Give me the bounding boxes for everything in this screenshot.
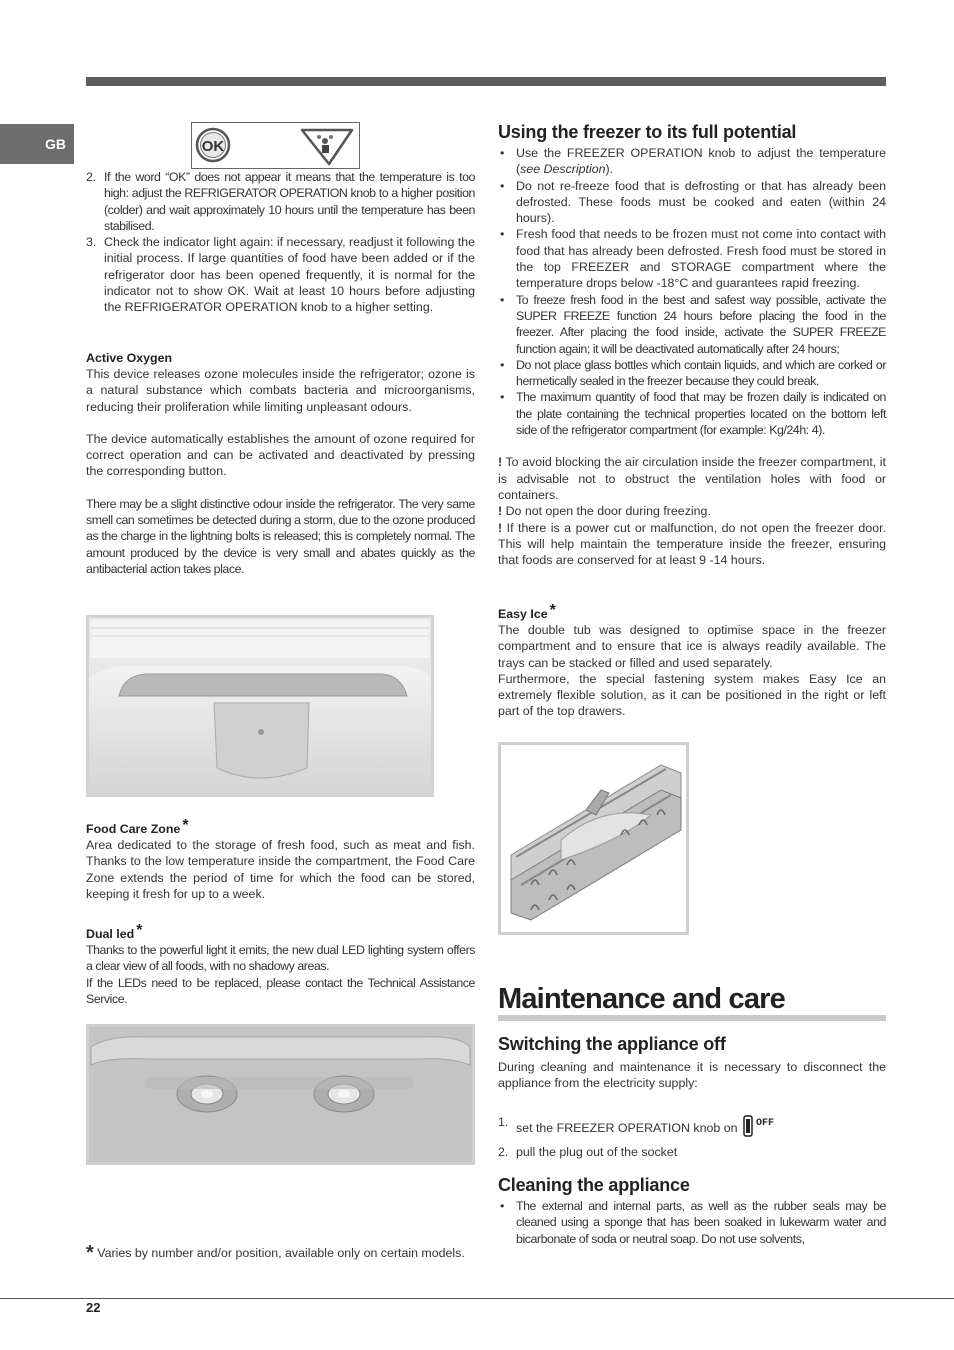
freezer-title: Using the freezer to its full potential xyxy=(498,122,797,142)
list-item: 2. If the word “OK” does not appear it means that the temperature is too high: adjust the REFRIGERATOR OPERATION knob to a higher position (colder) and wait approximately 10 hours until the temperature has been stabilised. xyxy=(86,170,475,233)
paragraph: The device automatically establishes the amount of ozone required for correct operation and can be activated and deactivated by pressing the corresponding button. xyxy=(86,431,475,479)
cleaning-section xyxy=(498,1174,886,1247)
paragraph: Furthermore, the special fastening system makes Easy Ice an extremely flexible solution, as it can be positioned in the right or left part of the top drawers. xyxy=(498,671,886,719)
list-item: 1. set the FREEZER OPERATION knob on OFF xyxy=(498,1114,886,1142)
switch-off-section xyxy=(498,1033,886,1160)
food-care-zone-section xyxy=(86,818,475,902)
food-care-zone-title: Food Care Zone * xyxy=(86,817,189,836)
ok-indicator-panel xyxy=(191,122,360,169)
easy-ice-image xyxy=(498,742,689,935)
dual-led-title: Dual led * xyxy=(86,922,143,941)
paragraph: If the LEDs need to be replaced, please contact the Technical Assistance Service. xyxy=(86,975,475,1006)
switch-off-title: Switching the appliance off xyxy=(498,1034,726,1054)
list-item: • Do not re-freeze food that is defrosting or that has already been defrosted. These foods must be cooked and eaten (within 24 hours). xyxy=(498,178,886,227)
footnote: * Varies by number and/or position, available only on certain models. xyxy=(86,1242,465,1264)
list-item: • The maximum quantity of food that may be frozen daily is indicated on the plate containing the technical properties located on the bottom left side of the refrigerator compartment (for example: Kg/24h: 4). xyxy=(498,389,886,438)
warning-note: ! To avoid blocking the air circulation inside the freezer compartment, it is advisable not to obstruct the ventilation holes with food or containers. xyxy=(498,455,886,502)
easy-ice-section xyxy=(498,603,886,720)
footer-rule xyxy=(0,1298,954,1299)
cleaning-title: Cleaning the appliance xyxy=(498,1175,690,1195)
warning-note: ! If there is a power cut or malfunction, do not open the freezer door. This will help maintain the temperature inside the freezer, ensuring that foods are conserved for at least 9 -14 hours. xyxy=(498,520,886,568)
page-number: 22 xyxy=(86,1300,101,1315)
dual-led-section xyxy=(86,923,475,1007)
paragraph: This device releases ozone molecules inside the refrigerator; ozone is a natural substance which combats bacteria and microorganisms, reducing their proliferation while limiting unpleasant odours. xyxy=(86,367,475,414)
switch-off-steps xyxy=(498,1114,886,1161)
list-item: 2. pull the plug out of the socket xyxy=(498,1144,678,1159)
freezer-section xyxy=(498,121,886,568)
paragraph: The double tub was designed to optimise space in the freezer compartment and to ensure that ice is always readily available. The trays can be stacked or filled and used separately. xyxy=(498,623,886,670)
off-knob-icon xyxy=(743,1114,779,1142)
header-bar xyxy=(86,77,886,86)
list-item: 3. Check the indicator light again: if necessary, readjust it following the initial process. If large quantities of food have been added or if the refrigerator door has been opened frequently, it is normal for the indicator not to show OK. Wait at least 10 hours before adjusting the REFRIGERATOR OPERATION knob to a higher setting. xyxy=(86,235,475,315)
language-tab: GB xyxy=(0,124,74,164)
paragraph: During cleaning and maintenance it is necessary to disconnect the appliance from the electricity supply: xyxy=(498,1060,886,1091)
dual-led-image xyxy=(86,1024,475,1165)
paragraph: Thanks to the powerful light it emits, the new dual LED lighting system offers a clear view of all foods, with no shadowy areas. xyxy=(86,943,475,974)
paragraph: Area dedicated to the storage of fresh food, such as meat and fish. Thanks to the low temperature inside the compartment, the Food Care Zone extends the period of time for which the food can be stored, keeping it fresh for up to a week. xyxy=(86,838,475,901)
maintenance-title: Maintenance and care xyxy=(498,983,785,1015)
maintenance-rule xyxy=(498,1015,886,1021)
freezer-bullet-list xyxy=(498,145,886,438)
active-oxygen-title: Active Oxygen xyxy=(86,351,173,365)
list-item: • Do not place glass bottles which contain liquids, and which are corked or hermetically sealed in the freezer because they could break. xyxy=(498,357,886,390)
warning-note: ! Do not open the door during freezing. xyxy=(498,504,711,519)
list-item: • Fresh food that needs to be frozen must not come into contact with food that has already been defrosted. Fresh food must be stored in the top FREEZER and STORAGE compartment where the temperature drops below -18°C and guarantees rapid freezing. xyxy=(498,226,886,291)
easy-ice-title: Easy Ice * xyxy=(498,602,556,621)
food-care-zone-image xyxy=(86,615,434,797)
cleaning-bullet-list xyxy=(498,1198,886,1247)
svg-text:OFF: OFF xyxy=(755,1117,774,1129)
left-column xyxy=(86,169,475,316)
ok-label: OK xyxy=(201,138,225,155)
paragraph: There may be a slight distinctive odour inside the refrigerator. The very same smell can sometimes be detected during a storm, due to the ozone produced as the charge in the lightning bolts is released; this is completely normal. The amount produced by the device is very small and abates quickly as the antibacterial action takes place. xyxy=(86,496,475,576)
list-item: • The external and internal parts, as well as the rubber seals may be cleaned using a sponge that has been soaked in lukewarm water and bicarbonate of soda or neutral soap. Do not use solvents, xyxy=(498,1198,886,1247)
ok-indicator-icon xyxy=(192,123,359,168)
list-item: • Use the FREEZER OPERATION knob to adjust the temperature (see Description). xyxy=(498,145,886,178)
ok-steps-list xyxy=(86,169,475,316)
list-item: • To freeze fresh food in the best and safest way possible, activate the SUPER FREEZE function 24 hours before placing the food in the freezer. After placing the food inside, activate the SUPER FREEZE function again; it will be deactivated automatically after 24 hours; xyxy=(498,292,886,357)
active-oxygen-section xyxy=(86,350,475,577)
